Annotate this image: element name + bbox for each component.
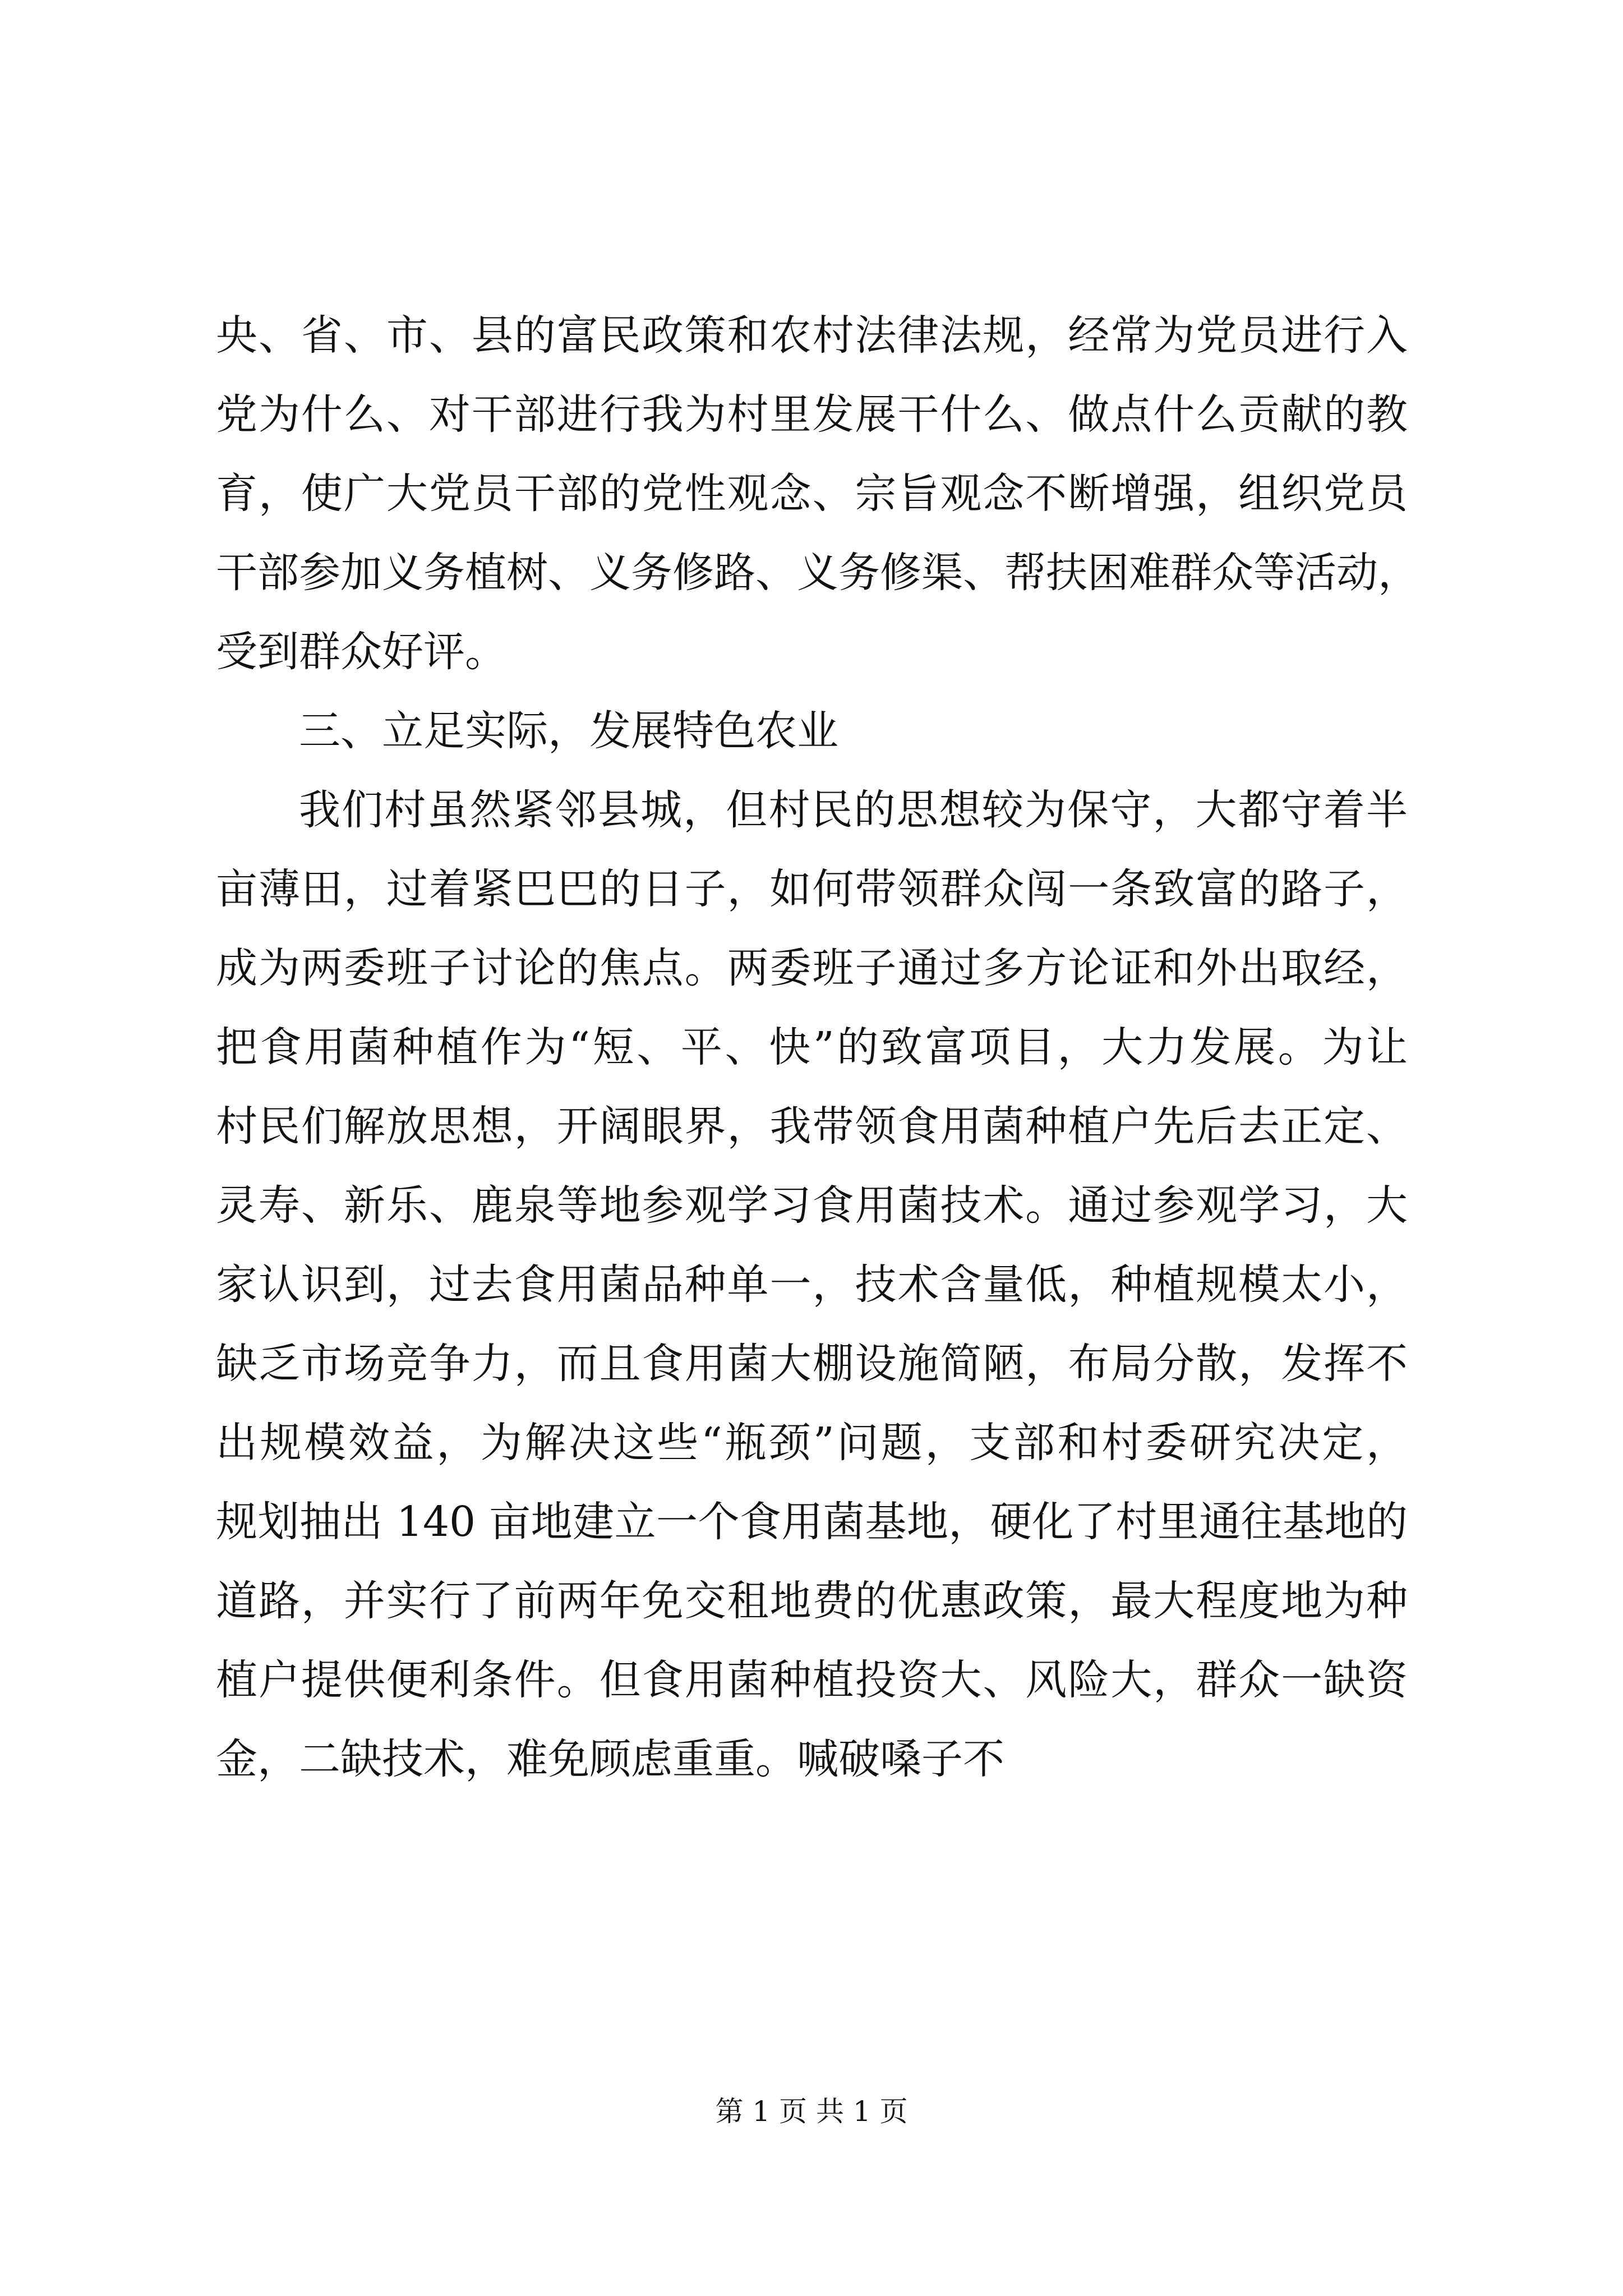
body-text (216, 296, 1419, 1799)
text-line: 植户提供便利条件。但食用菌种植投资大、风险大，群众一缺资 (216, 1656, 1408, 1704)
paragraph (216, 296, 1419, 692)
text-line: 金，二缺技术，难免顾虑重重。喊破嗓子不 (216, 1735, 1004, 1783)
text-line: 我们村虽然紧邻县城，但村民的思想较为保守，大都守着半 (299, 786, 1408, 834)
text-line: 干部参加义务植树、义务修路、义务修渠、帮扶困难群众等活动， (216, 549, 1419, 597)
page-number-label: 第 1 页 共 1 页 (715, 2095, 908, 2128)
page-footer (0, 2095, 1623, 2128)
section-heading (216, 692, 1408, 771)
text-line: 村民们解放思想，开阔眼界，我带领食用菌种植户先后去正定、 (216, 1102, 1408, 1151)
text-line: 灵寿、新乐、鹿泉等地参观学习食用菌技术。通过参观学习，大 (216, 1181, 1408, 1230)
text-line: 受到群众好评。 (216, 628, 506, 676)
text-line: 央、省、市、县的富民政策和农村法律法规，经常为党员进行入 (216, 311, 1408, 360)
text-line: 规划抽出 140 亩地建立一个食用菌基地，硬化了村里通往基地的 (216, 1498, 1408, 1546)
text-line: 缺乏市场竞争力，而且食用菌大棚设施简陋，布局分散，发挥不 (216, 1340, 1408, 1388)
text-line: 把食用菌种植作为“短、平、快”的致富项目，大力发展。为让 (216, 1023, 1408, 1071)
text-line: 家认识到，过去食用菌品种单一，技术含量低，种植规模太小， (216, 1260, 1408, 1309)
paragraph (216, 771, 1408, 1799)
text-line: 出规模效益，为解决这些“瓶颈”问题，支部和村委研究决定， (216, 1419, 1408, 1467)
text-line: 亩薄田，过着紧巴巴的日子，如何带领群众闯一条致富的路子， (216, 865, 1408, 913)
text-line: 道路，并实行了前两年免交租地费的优惠政策，最大程度地为种 (216, 1577, 1408, 1625)
text-line: 育，使广大党员干部的党性观念、宗旨观念不断增强，组织党员 (216, 470, 1408, 518)
section-heading-text: 三、立足实际，发展特色农业 (299, 707, 838, 755)
text-line: 党为什么、对干部进行我为村里发展干什么、做点什么贡献的教 (216, 390, 1408, 439)
text-line: 成为两委班子讨论的焦点。两委班子通过多方论证和外出取经， (216, 944, 1408, 992)
